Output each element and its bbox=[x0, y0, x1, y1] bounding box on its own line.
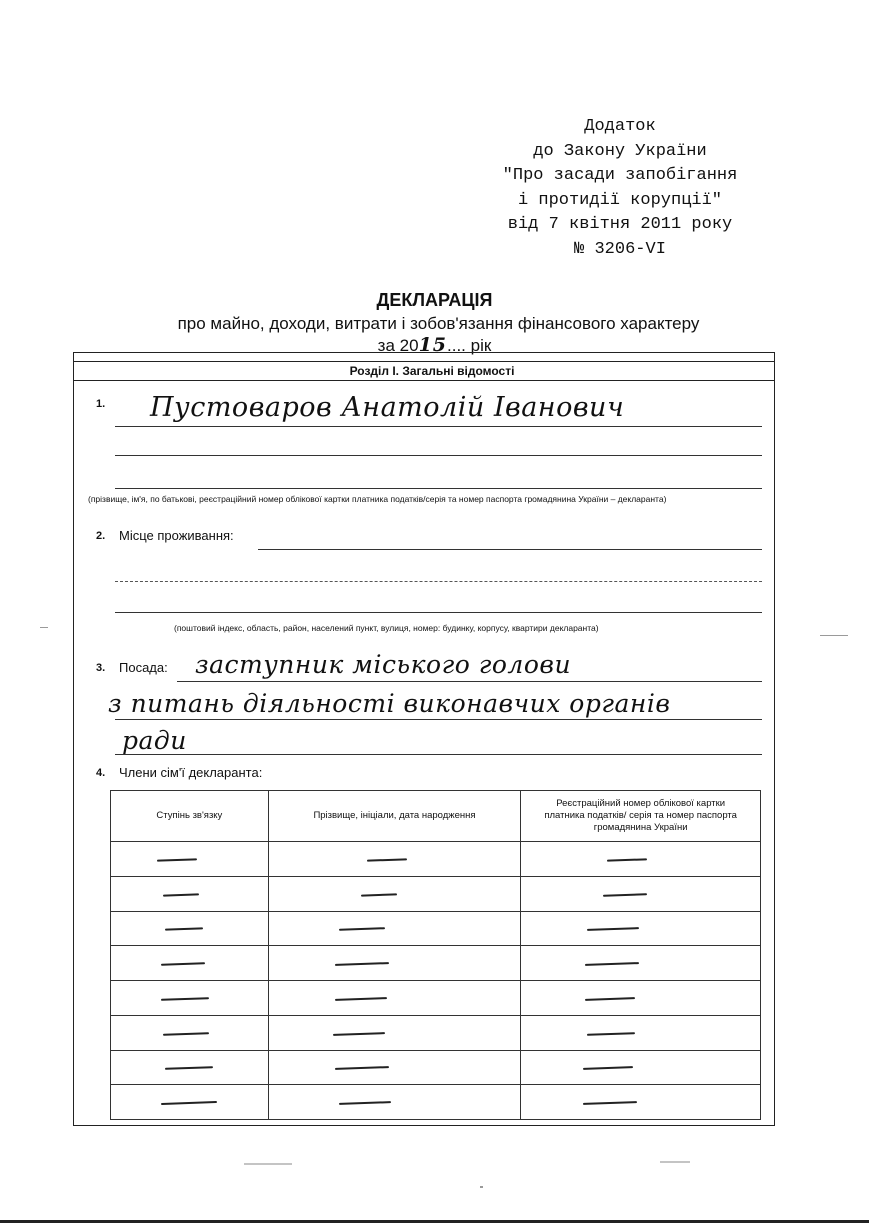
handwritten-dash bbox=[161, 997, 209, 1001]
table-row bbox=[111, 911, 761, 946]
column-header-relation: Ступінь зв'язку bbox=[111, 791, 269, 842]
handwritten-dash bbox=[585, 997, 635, 1001]
item-2-line-2 bbox=[115, 581, 762, 582]
annex-line-4: і протидії корупції" bbox=[517, 190, 723, 210]
handwritten-dash bbox=[603, 893, 647, 897]
annex-header bbox=[470, 115, 770, 262]
handwritten-dash bbox=[163, 1032, 209, 1036]
section-heading: Розділ І. Загальні відомості bbox=[74, 361, 774, 381]
handwritten-dash bbox=[607, 858, 647, 861]
scan-speck bbox=[820, 635, 848, 636]
item-2-label: Місце проживання: bbox=[119, 528, 234, 543]
handwritten-dash bbox=[161, 962, 205, 966]
table-row bbox=[111, 946, 761, 981]
item-2-caption: (поштовий індекс, область, район, населений пункт, вулиця, номер: будинку, корпусу, квартири декларанта) bbox=[174, 623, 599, 633]
handwritten-dash bbox=[339, 928, 385, 932]
table-cell bbox=[521, 911, 761, 946]
table-cell bbox=[521, 1085, 761, 1120]
declaration-title: ДЕКЛАРАЦІЯ bbox=[376, 290, 493, 310]
table-row bbox=[111, 1015, 761, 1050]
handwritten-dash bbox=[339, 1101, 391, 1105]
handwritten-dash bbox=[335, 997, 387, 1001]
table-cell bbox=[111, 842, 269, 877]
table-cell bbox=[268, 876, 521, 911]
handwritten-dash bbox=[333, 1032, 385, 1036]
item-3-handwritten-line-1: заступник міського голови bbox=[195, 650, 572, 679]
scan-speck bbox=[40, 627, 48, 628]
item-4-label: Члени сім'ї декларанта: bbox=[119, 765, 263, 780]
table-cell bbox=[111, 1085, 269, 1120]
column-header-tax-number: Реєстраційний номер облікової картки платника податків/ серія та номер паспорта громадянина України bbox=[521, 791, 761, 842]
year-suffix: рік bbox=[465, 336, 492, 355]
handwritten-dash bbox=[335, 962, 389, 966]
handwritten-dash bbox=[165, 1067, 213, 1071]
table-cell bbox=[521, 1050, 761, 1085]
item-3-line-2 bbox=[115, 719, 762, 720]
annex-line-6: № 3206-VI bbox=[574, 239, 666, 259]
item-1-caption: (прізвище, ім'я, по батькові, реєстраційний номер облікової картки платника податків/серія та номер паспорта громадянина України – декларанта) bbox=[88, 494, 667, 504]
year-dots: .... bbox=[447, 336, 466, 355]
annex-line-5: від 7 квітня 2011 року bbox=[507, 215, 733, 234]
table-cell bbox=[111, 911, 269, 946]
year-handwritten: 15 bbox=[418, 334, 448, 356]
annex-line-1: Додаток bbox=[584, 117, 656, 136]
scan-speck bbox=[660, 1161, 690, 1163]
item-1-number: 1. bbox=[96, 398, 106, 410]
table-cell bbox=[111, 946, 269, 981]
handwritten-dash bbox=[361, 893, 397, 896]
handwritten-dash bbox=[163, 893, 199, 896]
table-cell bbox=[268, 1085, 521, 1120]
year-prefix: за 20 bbox=[377, 336, 419, 355]
table-cell bbox=[268, 842, 521, 877]
handwritten-dash bbox=[587, 1032, 635, 1036]
table-cell bbox=[268, 911, 521, 946]
handwritten-dash bbox=[587, 927, 639, 931]
scan-speck bbox=[480, 1186, 483, 1188]
item-2-line-3 bbox=[115, 612, 762, 613]
family-members-table bbox=[110, 790, 761, 1120]
item-1-line-2 bbox=[115, 455, 762, 456]
handwritten-dash bbox=[367, 858, 407, 861]
item-3-number: 3. bbox=[96, 662, 106, 674]
table-cell bbox=[268, 1015, 521, 1050]
item-2-line-1 bbox=[258, 549, 762, 550]
item-3-line-3 bbox=[115, 754, 762, 755]
annex-line-3: "Про засади запобігання bbox=[502, 166, 738, 185]
annex-line-2: до Закону України bbox=[533, 141, 707, 161]
table-cell bbox=[521, 981, 761, 1016]
declaration-subtitle: про майно, доходи, витрати і зобов'язання фінансового характеру bbox=[177, 314, 700, 333]
handwritten-dash bbox=[157, 858, 197, 861]
table-cell bbox=[521, 946, 761, 981]
scan-bottom-edge bbox=[0, 1220, 869, 1223]
table-cell bbox=[111, 1015, 269, 1050]
table-row bbox=[111, 1050, 761, 1085]
table-cell bbox=[268, 1050, 521, 1085]
handwritten-dash bbox=[585, 962, 639, 966]
handwritten-dash bbox=[161, 1101, 217, 1105]
item-1-handwritten-name: Пустоваров Анатолій Іванович bbox=[150, 392, 625, 423]
item-2-number: 2. bbox=[96, 530, 106, 542]
table-cell bbox=[268, 946, 521, 981]
table-row bbox=[111, 876, 761, 911]
table-cell bbox=[521, 876, 761, 911]
handwritten-dash bbox=[583, 1101, 637, 1105]
table-cell bbox=[521, 842, 761, 877]
scan-speck bbox=[244, 1163, 292, 1165]
item-3-label: Посада: bbox=[119, 660, 168, 675]
table-cell bbox=[268, 981, 521, 1016]
item-1-line-3 bbox=[115, 488, 762, 489]
item-3-line-1 bbox=[177, 681, 762, 682]
item-3-handwritten-line-2: з питань діяльності виконавчих органів bbox=[108, 689, 671, 718]
table-cell bbox=[111, 981, 269, 1016]
table-row bbox=[111, 981, 761, 1016]
table-cell bbox=[111, 876, 269, 911]
table-cell bbox=[521, 1015, 761, 1050]
column-header-name: Прізвище, ініціали, дата народження bbox=[268, 791, 521, 842]
handwritten-dash bbox=[165, 928, 203, 931]
table-cell bbox=[111, 1050, 269, 1085]
item-4-number: 4. bbox=[96, 767, 106, 779]
item-3-handwritten-line-3: ради bbox=[122, 726, 187, 755]
handwritten-dash bbox=[335, 1066, 389, 1070]
handwritten-dash bbox=[583, 1067, 633, 1071]
item-1-line-1 bbox=[115, 426, 762, 427]
table-row bbox=[111, 1085, 761, 1120]
table-row bbox=[111, 842, 761, 877]
